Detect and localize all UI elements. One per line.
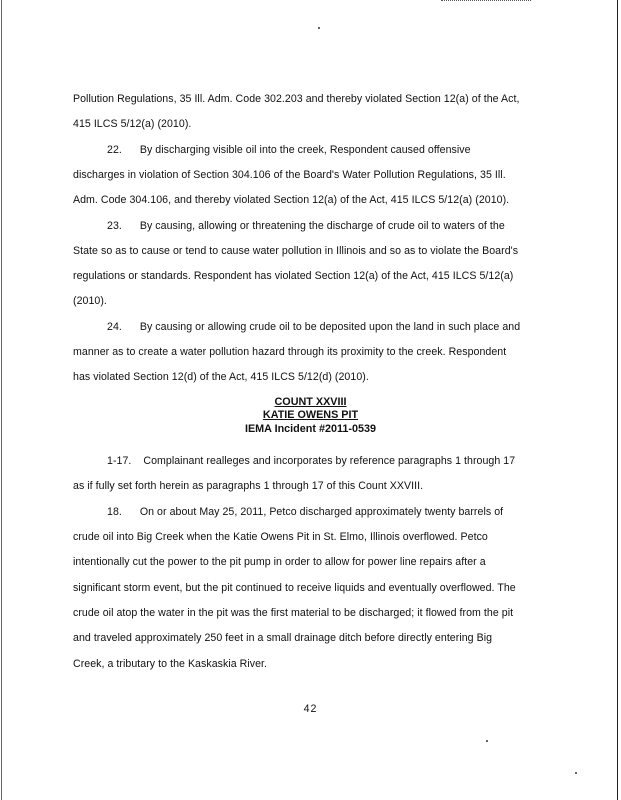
body-line: and traveled approximately 250 feet in a small drainage ditch before directly entering Big [73,632,493,644]
body-line: as if fully set forth herein as paragraphs 1 through 17 of this Count XXVIII. [73,480,424,492]
body-line: State so as to cause or tend to cause water pollution in Illinois and so as to violate the Board's [73,245,519,257]
body-line: manner as to create a water pollution hazard through its proximity to the creek. Respondent [73,346,507,358]
body-line: regulations or standards. Respondent has violated Section 12(a) of the Act, 415 ILCS 5/12(a) [73,270,514,282]
paragraph-22-line: 22. By discharging visible oil into the creek, Respondent caused offensive [107,144,471,156]
body-line: crude oil atop the water in the pit was the first material to be discharged; it flowed from the pit [73,607,514,619]
body-line: Creek, a tributary to the Kaskaskia River. [73,658,268,670]
paragraph-1-17-line: 1-17. Complainant realleges and incorporates by reference paragraphs 1 through 17 [107,455,516,467]
scan-artifact-top [441,0,531,3]
body-line: Pollution Regulations, 35 Ill. Adm. Code 302.203 and thereby violated Section 12(a) of the Act, [73,93,520,105]
body-line: intentionally cut the power to the pit pump in order to allow for power line repairs after a [73,556,486,568]
incident-heading: IEMA Incident #2011-0539 [244,423,377,435]
body-line: 415 ILCS 5/12(a) (2010). [73,118,192,130]
scan-speck [318,27,320,29]
site-heading: KATIE OWENS PIT [262,409,359,421]
body-line: (2010). [73,295,107,307]
page-number: 42 [303,703,318,715]
count-heading: COUNT XXVIII [274,396,347,408]
paragraph-24-line: 24. By causing or allowing crude oil to be deposited upon the land in such place and [107,321,521,333]
body-line: has violated Section 12(d) of the Act, 415 ILCS 5/12(d) (2010). [73,371,369,383]
body-line: significant storm event, but the pit continued to receive liquids and eventually overflowed. The [73,582,516,594]
paragraph-18-line: 18. On or about May 25, 2011, Petco discharged approximately twenty barrels of [107,506,504,518]
body-line: crude oil into Big Creek when the Katie Owens Pit in St. Elmo, Illinois overflowed. Petco [73,531,488,543]
body-line: discharges in violation of Section 304.106 of the Board's Water Pollution Regulations, 35 Ill. [73,169,506,181]
scan-speck [486,740,488,742]
body-line: Adm. Code 304.106, and thereby violated Section 12(a) of the Act, 415 ILCS 5/12(a) (2010). [73,194,510,206]
paragraph-23-line: 23. By causing, allowing or threatening the discharge of crude oil to waters of the [107,220,505,232]
scan-speck [575,772,577,774]
